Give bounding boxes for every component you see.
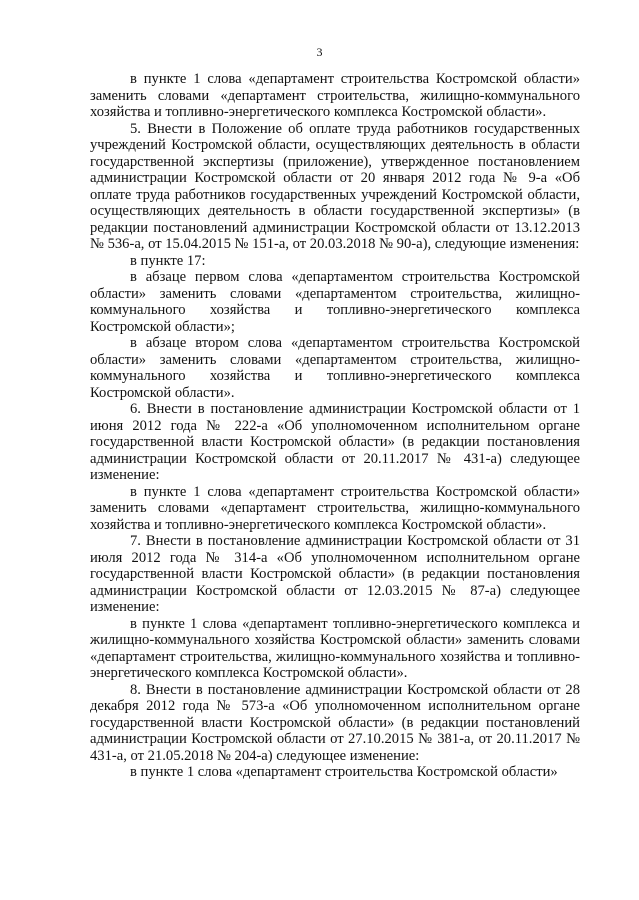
paragraph: 6. Внести в постановление администрации Костромской области от 1 июня 2012 года № 222-а «Об уполномоченном исполнительном органе государственной власти Костромской области» (в редакции постановления администрации Костромской области от 20.11.2017 № 431-а) следующее изменение: — [90, 401, 580, 483]
paragraph: 8. Внести в постановление администрации Костромской области от 28 декабря 2012 года № 573-а «Об уполномоченном исполнительном органе государственной власти Костромской области» (в редакции постановлений администрации Костромской области от 27.10.2015 № 381-а, от 20.11.2017 № 431-а, от 21.05.2018 № 204-а) следующее изменение: — [90, 681, 580, 764]
paragraph: в пункте 17: — [130, 252, 206, 269]
document-body — [90, 71, 580, 781]
paragraph: в абзаце втором слова «департаментом строительства Костромской области» заменить словами «департаментом строительства, жилищно-коммунального хозяйства и топливно-энергетического комплекса Костромской области». — [90, 335, 580, 401]
paragraph: в пункте 1 слова «департамент строительства Костромской области» заменить словами «департамент строительства, жилищно-коммунального хозяйства и топливно-энергетического комплекса Костромской области». — [90, 71, 580, 120]
page-number: 3 — [316, 45, 323, 59]
paragraph: 5. Внести в Положение об оплате труда работников государственных учреждений Костромской области, осуществляющих деятельность в области государственной экспертизы (приложение), утвержденное постановлением администрации Костромской области от 20 января 2012 года № 9-а «Об оплате труда работников государственных учреждений Костромской области, осуществляющих деятельность в области государственной экспертизы» (в редакции постановлений администрации Костромской области от 13.12.2013 № 536-а, от 15.04.2015 № 151-а, от 20.03.2018 № 90-а), следующие изменения: — [90, 120, 580, 252]
paragraph: в пункте 1 слова «департамент строительства Костромской области» заменить словами «департамент строительства, жилищно-коммунального хозяйства и топливно-энергетического комплекса Костромской области». — [90, 483, 580, 533]
paragraph: в пункте 1 слова «департамент топливно-энергетического комплекса и жилищно-коммунального хозяйства Костромской области» заменить словами «департамент строительства, жилищно-коммунального хозяйства и топливно-энергетического комплекса Костромской области». — [90, 615, 580, 681]
paragraph: 7. Внести в постановление администрации Костромской области от 31 июля 2012 года № 314-а «Об уполномоченном исполнительном органе государственной власти Костромской области» (в редакции постановления администрации Костромской области от 12.03.2015 № 87-а) следующее изменение: — [90, 533, 580, 615]
paragraph: в пункте 1 слова «департамент строительства Костромской области» — [130, 764, 558, 780]
paragraph: в абзаце первом слова «департаментом строительства Костромской области» заменить словами «департаментом строительства, жилищно-коммунального хозяйства и топливно-энергетического комплекса Костромской области»; — [90, 269, 580, 335]
